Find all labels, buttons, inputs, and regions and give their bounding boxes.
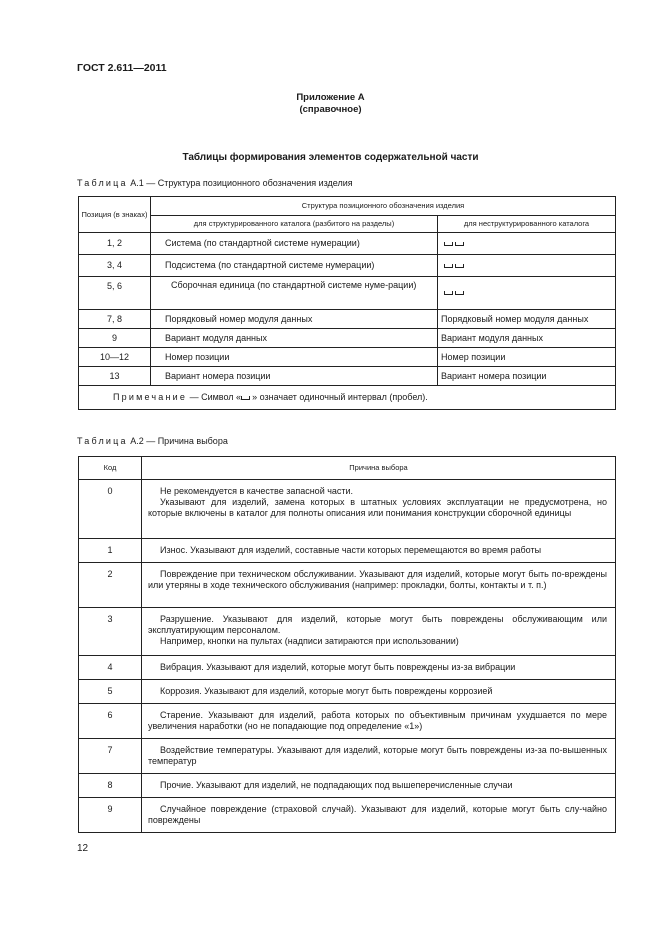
reason-paragraph: Прочие. Указывают для изделий, не подпадающих под вышеперечисленные случаи	[160, 780, 513, 790]
header-code: Код	[79, 457, 142, 480]
reason-paragraph: Воздействие температуры. Указывают для изделий, которые могут быть повреждены из-за по-вышенных температур	[148, 745, 607, 766]
reason-code: 5	[79, 680, 142, 704]
reason-paragraph: Например, кнопки на пультах (надписи затираются при использовании)	[160, 636, 459, 646]
table-cell-structured: Порядковый номер модуля данных	[151, 310, 438, 329]
space-symbol-icon	[455, 291, 464, 295]
table-cell-unstructured	[438, 233, 616, 255]
table1-caption-text: А.1 — Структура позиционного обозначения изделия	[127, 178, 353, 188]
header-reason: Причина выбора	[142, 457, 616, 480]
table-cell-unstructured: Вариант модуля данных	[438, 329, 616, 348]
reason-text	[142, 704, 616, 739]
table1-note	[79, 386, 616, 410]
reason-code: 1	[79, 539, 142, 563]
reason-text	[142, 656, 616, 680]
reason-text	[142, 798, 616, 833]
reason-text	[142, 563, 616, 608]
table-cell-position: 13	[79, 367, 151, 386]
reason-code: 4	[79, 656, 142, 680]
table1-caption-prefix: Таблица	[77, 178, 128, 188]
table-cell-position: 7, 8	[79, 310, 151, 329]
note-text-before: — Символ «	[187, 392, 242, 402]
page-number: 12	[77, 843, 89, 854]
section-title: Таблицы формирования элементов содержательной части	[182, 152, 479, 163]
header-structured: для структурированного каталога (разбитого на разделы)	[151, 216, 438, 233]
table-position-structure	[78, 196, 616, 410]
reason-paragraph: Разрушение. Указывают для изделий, которые могут быть повреждены обслуживающим или эксплуатирующим персоналом.	[148, 614, 607, 635]
space-symbol-icon	[455, 264, 464, 268]
space-symbol-icon	[455, 242, 464, 246]
reason-code: 7	[79, 739, 142, 774]
reason-text	[142, 774, 616, 798]
reason-paragraph: Не рекомендуется в качестве запасной части.	[160, 486, 354, 496]
reason-text	[142, 480, 616, 539]
note-text-after: » означает одиночный интервал (пробел).	[252, 392, 428, 402]
table2-caption-prefix: Таблица	[77, 436, 128, 446]
space-symbol-icon	[444, 291, 453, 295]
reason-paragraph: Повреждение при техническом обслуживании. Указывают для изделий, которые могут быть по-вреждены или утеряны в ходе технического обслуживания (например: прокладки, болты, контакты и т. п.)	[148, 569, 607, 590]
table-cell-structured: Вариант модуля данных	[151, 329, 438, 348]
appendix-title: Приложение А	[296, 92, 365, 103]
reason-paragraph: Вибрация. Указывают для изделий, которые могут быть повреждены из-за вибрации	[160, 662, 516, 672]
reason-code: 0	[79, 480, 142, 539]
table1-caption	[77, 178, 353, 188]
reason-text	[142, 739, 616, 774]
table-cell-structured: Номер позиции	[151, 348, 438, 367]
table-cell-structured: Сборочная единица (по стандартной системе нуме-рации)	[151, 277, 438, 310]
reason-text	[142, 539, 616, 563]
table-cell-unstructured	[438, 255, 616, 277]
reason-paragraph: Старение. Указывают для изделий, работа которых по объективным причинам ухудшается по мере увеличения наработки (но не попадающие под определение «1»)	[148, 710, 607, 731]
space-symbol-icon	[241, 396, 250, 400]
table-cell-position: 1, 2	[79, 233, 151, 255]
space-symbol-icon	[444, 264, 453, 268]
header-structure: Структура позиционного обозначения изделия	[151, 197, 616, 216]
table-cell-position: 10—12	[79, 348, 151, 367]
table2-caption-text: А.2 — Причина выбора	[127, 436, 228, 446]
reason-code: 8	[79, 774, 142, 798]
space-symbol-icon	[444, 242, 453, 246]
reason-code: 6	[79, 704, 142, 739]
table2-caption	[77, 436, 228, 446]
reason-paragraph: Случайное повреждение (страховой случай). Указывают для изделий, которые могут быть слу-чайно повреждены	[148, 804, 607, 825]
reason-text	[142, 680, 616, 704]
table-cell-position: 5, 6	[79, 277, 151, 310]
reason-code: 3	[79, 608, 142, 656]
table-cell-structured: Подсистема (по стандартной системе нумерации)	[151, 255, 438, 277]
document-header: ГОСТ 2.611—2011	[77, 62, 167, 74]
reason-paragraph: Указывают для изделий, замена которых в штатных условиях эксплуатации не предусмотрена, но которые включены в каталог для полноты описания или понимания конструкции сборочной единицы	[148, 497, 607, 518]
table-cell-unstructured: Вариант номера позиции	[438, 367, 616, 386]
table-cell-structured: Вариант номера позиции	[151, 367, 438, 386]
table-selection-reason	[78, 456, 616, 833]
header-position: Позиция (в знаках)	[79, 197, 151, 233]
reason-code: 9	[79, 798, 142, 833]
reason-code: 2	[79, 563, 142, 608]
table-cell-unstructured: Номер позиции	[438, 348, 616, 367]
reason-paragraph: Коррозия. Указывают для изделий, которые могут быть повреждены коррозией	[160, 686, 493, 696]
table-cell-structured: Система (по стандартной системе нумерации)	[151, 233, 438, 255]
header-unstructured: для неструктурированного каталога	[438, 216, 616, 233]
note-prefix: Примечание	[113, 392, 188, 402]
table-cell-position: 3, 4	[79, 255, 151, 277]
reason-text	[142, 608, 616, 656]
table-cell-unstructured	[438, 277, 616, 310]
table-cell-position: 9	[79, 329, 151, 348]
appendix-subtitle: (справочное)	[299, 104, 362, 115]
table-cell-unstructured: Порядковый номер модуля данных	[438, 310, 616, 329]
reason-paragraph: Износ. Указывают для изделий, составные части которых перемещаются во время работы	[160, 545, 542, 555]
